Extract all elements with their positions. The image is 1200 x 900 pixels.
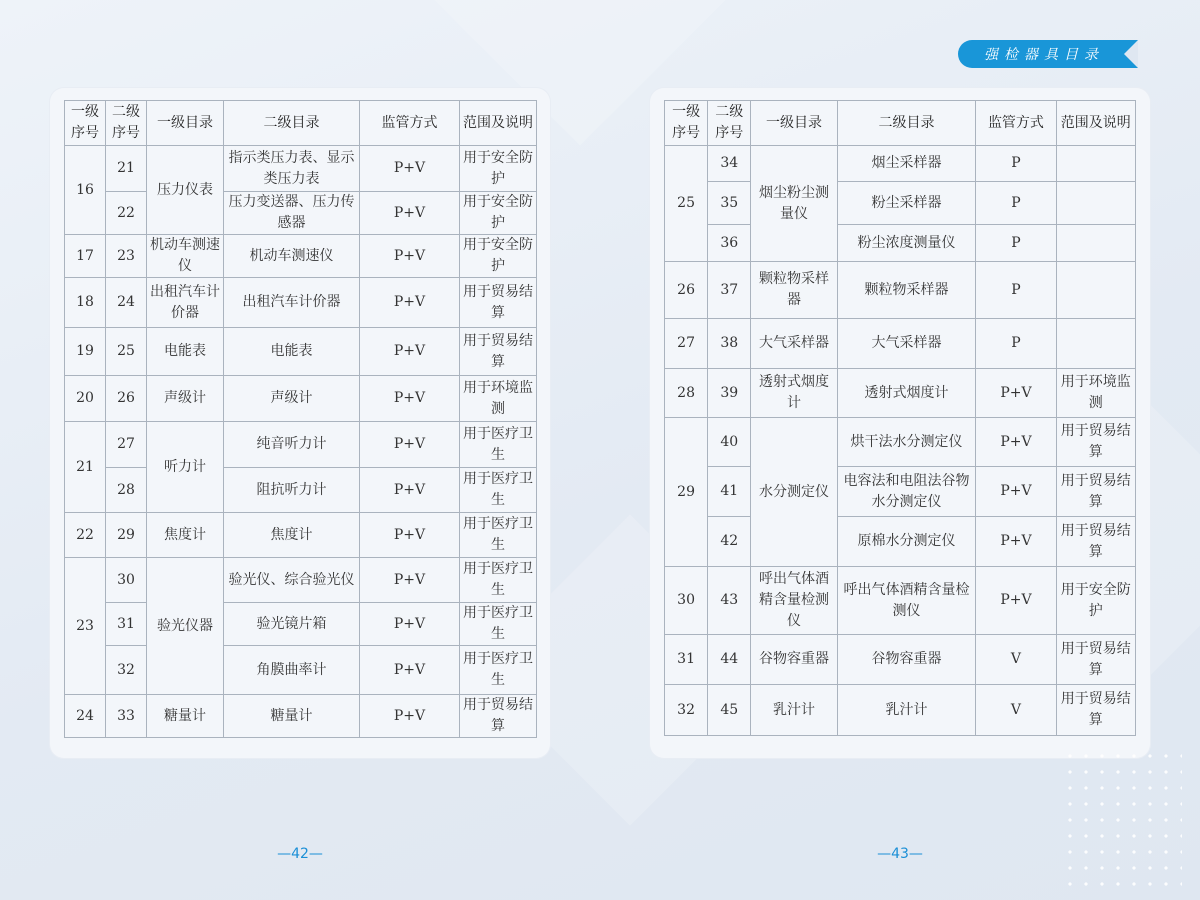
level1-catalog-cell: 烟尘粉尘测量仪 bbox=[751, 146, 837, 262]
level2-no-cell: 35 bbox=[708, 182, 751, 225]
level1-no-cell: 28 bbox=[665, 369, 708, 418]
supervision-mode-cell: P+V bbox=[360, 146, 460, 192]
level1-no-cell: 22 bbox=[65, 513, 106, 558]
header-scope: 范围及说明 bbox=[460, 101, 537, 146]
level2-catalog-cell: 原棉水分测定仪 bbox=[837, 517, 976, 567]
table-row bbox=[665, 517, 1136, 567]
header-level2-no: 二级序号 bbox=[708, 101, 751, 146]
level2-no-cell: 25 bbox=[106, 328, 147, 376]
level2-no-cell: 27 bbox=[106, 422, 147, 468]
level1-no-cell: 27 bbox=[665, 319, 708, 369]
level2-catalog-cell: 出租汽车计价器 bbox=[224, 278, 360, 328]
header-level2-catalog: 二级目录 bbox=[837, 101, 976, 146]
level2-catalog-cell: 电能表 bbox=[224, 328, 360, 376]
scope-cell: 用于医疗卫生 bbox=[460, 513, 537, 558]
level2-no-cell: 33 bbox=[106, 695, 147, 738]
table-row bbox=[665, 182, 1136, 225]
level2-catalog-cell: 呼出气体酒精含量检测仪 bbox=[837, 567, 976, 635]
table-row bbox=[665, 418, 1136, 467]
header-level1-no: 一级序号 bbox=[65, 101, 106, 146]
scope-cell bbox=[1056, 319, 1135, 369]
supervision-mode-cell: P+V bbox=[360, 328, 460, 376]
supervision-mode-cell: P+V bbox=[360, 192, 460, 235]
supervision-mode-cell: P+V bbox=[360, 278, 460, 328]
table-row bbox=[65, 603, 537, 646]
table-row bbox=[65, 513, 537, 558]
table-row bbox=[665, 319, 1136, 369]
level2-catalog-cell: 粉尘浓度测量仪 bbox=[837, 225, 976, 262]
level2-catalog-cell: 验光镜片箱 bbox=[224, 603, 360, 646]
supervision-mode-cell: P+V bbox=[976, 567, 1056, 635]
supervision-mode-cell: P+V bbox=[360, 376, 460, 422]
scope-cell: 用于安全防护 bbox=[460, 235, 537, 278]
level2-catalog-cell: 声级计 bbox=[224, 376, 360, 422]
table-row bbox=[65, 558, 537, 603]
scope-cell: 用于安全防护 bbox=[460, 146, 537, 192]
level2-catalog-cell: 机动车测速仪 bbox=[224, 235, 360, 278]
level2-no-cell: 24 bbox=[106, 278, 147, 328]
level1-no-cell: 18 bbox=[65, 278, 106, 328]
level1-catalog-cell: 颗粒物采样器 bbox=[751, 262, 837, 319]
level1-catalog-cell: 糖量计 bbox=[147, 695, 224, 738]
scope-cell: 用于医疗卫生 bbox=[460, 468, 537, 513]
supervision-mode-cell: P+V bbox=[360, 513, 460, 558]
level2-catalog-cell: 透射式烟度计 bbox=[837, 369, 976, 418]
scope-cell: 用于贸易结算 bbox=[1056, 517, 1135, 567]
level1-catalog-cell: 电能表 bbox=[147, 328, 224, 376]
level1-catalog-cell: 呼出气体酒精含量检测仪 bbox=[751, 567, 837, 635]
table-row bbox=[665, 146, 1136, 182]
supervision-mode-cell: P bbox=[976, 262, 1056, 319]
scope-cell: 用于贸易结算 bbox=[460, 695, 537, 738]
table-header-row bbox=[665, 101, 1136, 146]
level2-no-cell: 23 bbox=[106, 235, 147, 278]
level1-catalog-cell: 透射式烟度计 bbox=[751, 369, 837, 418]
page-number-right: —43— bbox=[877, 846, 923, 862]
supervision-mode-cell: P+V bbox=[360, 558, 460, 603]
level1-catalog-cell: 机动车测速仪 bbox=[147, 235, 224, 278]
scope-cell: 用于贸易结算 bbox=[460, 328, 537, 376]
table-row bbox=[65, 422, 537, 468]
scope-cell: 用于环境监测 bbox=[460, 376, 537, 422]
supervision-mode-cell: P bbox=[976, 146, 1056, 182]
level2-no-cell: 44 bbox=[708, 635, 751, 685]
scope-cell bbox=[1056, 262, 1135, 319]
level2-catalog-cell: 颗粒物采样器 bbox=[837, 262, 976, 319]
level2-no-cell: 37 bbox=[708, 262, 751, 319]
supervision-mode-cell: P bbox=[976, 182, 1056, 225]
table-row bbox=[65, 646, 537, 695]
table-row bbox=[665, 369, 1136, 418]
scope-cell: 用于贸易结算 bbox=[1056, 418, 1135, 467]
supervision-mode-cell: P+V bbox=[976, 517, 1056, 567]
scope-cell: 用于贸易结算 bbox=[1056, 685, 1135, 736]
table-row bbox=[665, 567, 1136, 635]
supervision-mode-cell: P+V bbox=[360, 646, 460, 695]
level1-catalog-cell: 谷物容重器 bbox=[751, 635, 837, 685]
level2-no-cell: 30 bbox=[106, 558, 147, 603]
table-row bbox=[665, 262, 1136, 319]
table-header-row bbox=[65, 101, 537, 146]
table-row bbox=[665, 635, 1136, 685]
supervision-mode-cell: P bbox=[976, 319, 1056, 369]
supervision-mode-cell: P+V bbox=[360, 422, 460, 468]
level2-no-cell: 40 bbox=[708, 418, 751, 467]
level1-no-cell: 26 bbox=[665, 262, 708, 319]
header-supervision-mode: 监管方式 bbox=[976, 101, 1056, 146]
supervision-mode-cell: V bbox=[976, 685, 1056, 736]
tag-notch-icon bbox=[1124, 40, 1138, 68]
level1-no-cell: 17 bbox=[65, 235, 106, 278]
level2-catalog-cell: 烘干法水分测定仪 bbox=[837, 418, 976, 467]
scope-cell: 用于安全防护 bbox=[1056, 567, 1135, 635]
scope-cell: 用于安全防护 bbox=[460, 192, 537, 235]
scope-cell bbox=[1056, 146, 1135, 182]
header-level1-catalog: 一级目录 bbox=[147, 101, 224, 146]
level1-catalog-cell: 出租汽车计价器 bbox=[147, 278, 224, 328]
scope-cell: 用于医疗卫生 bbox=[460, 603, 537, 646]
level2-no-cell: 42 bbox=[708, 517, 751, 567]
catalog-table-left bbox=[64, 100, 537, 738]
level1-no-cell: 16 bbox=[65, 146, 106, 235]
supervision-mode-cell: P+V bbox=[360, 695, 460, 738]
right-page-card bbox=[650, 88, 1150, 758]
table-row bbox=[65, 192, 537, 235]
level1-catalog-cell: 验光仪器 bbox=[147, 558, 224, 695]
scope-cell: 用于贸易结算 bbox=[460, 278, 537, 328]
level2-no-cell: 45 bbox=[708, 685, 751, 736]
level1-no-cell: 32 bbox=[665, 685, 708, 736]
level2-catalog-cell: 焦度计 bbox=[224, 513, 360, 558]
supervision-mode-cell: P+V bbox=[360, 235, 460, 278]
level2-no-cell: 31 bbox=[106, 603, 147, 646]
level2-no-cell: 32 bbox=[106, 646, 147, 695]
scope-cell: 用于医疗卫生 bbox=[460, 646, 537, 695]
level2-no-cell: 39 bbox=[708, 369, 751, 418]
level1-no-cell: 29 bbox=[665, 418, 708, 567]
header-level1-catalog: 一级目录 bbox=[751, 101, 837, 146]
table-row bbox=[665, 467, 1136, 517]
level1-catalog-cell: 水分测定仪 bbox=[751, 418, 837, 567]
scope-cell: 用于贸易结算 bbox=[1056, 635, 1135, 685]
level1-no-cell: 23 bbox=[65, 558, 106, 695]
level2-catalog-cell: 烟尘采样器 bbox=[837, 146, 976, 182]
table-row bbox=[65, 278, 537, 328]
level2-catalog-cell: 验光仪、综合验光仪 bbox=[224, 558, 360, 603]
section-header-tag bbox=[958, 40, 1138, 68]
level2-catalog-cell: 纯音听力计 bbox=[224, 422, 360, 468]
level2-no-cell: 26 bbox=[106, 376, 147, 422]
level2-catalog-cell: 糖量计 bbox=[224, 695, 360, 738]
table-row bbox=[65, 468, 537, 513]
supervision-mode-cell: P+V bbox=[976, 369, 1056, 418]
level2-no-cell: 29 bbox=[106, 513, 147, 558]
header-supervision-mode: 监管方式 bbox=[360, 101, 460, 146]
level2-catalog-cell: 乳汁计 bbox=[837, 685, 976, 736]
table-row bbox=[65, 695, 537, 738]
header-level2-catalog: 二级目录 bbox=[224, 101, 360, 146]
level2-no-cell: 41 bbox=[708, 467, 751, 517]
scope-cell bbox=[1056, 182, 1135, 225]
supervision-mode-cell: P+V bbox=[360, 468, 460, 513]
table-row bbox=[665, 225, 1136, 262]
table-row bbox=[65, 146, 537, 192]
level1-catalog-cell: 焦度计 bbox=[147, 513, 224, 558]
table-row bbox=[665, 685, 1136, 736]
header-level1-no: 一级序号 bbox=[665, 101, 708, 146]
level1-no-cell: 31 bbox=[665, 635, 708, 685]
level2-catalog-cell: 指示类压力表、显示类压力表 bbox=[224, 146, 360, 192]
level1-no-cell: 19 bbox=[65, 328, 106, 376]
level2-catalog-cell: 压力变送器、压力传感器 bbox=[224, 192, 360, 235]
level2-no-cell: 21 bbox=[106, 146, 147, 192]
left-page-card bbox=[50, 88, 550, 758]
supervision-mode-cell: P+V bbox=[360, 603, 460, 646]
level1-catalog-cell: 声级计 bbox=[147, 376, 224, 422]
page-number-left: —42— bbox=[277, 846, 323, 862]
level2-no-cell: 34 bbox=[708, 146, 751, 182]
level2-catalog-cell: 大气采样器 bbox=[837, 319, 976, 369]
level2-no-cell: 38 bbox=[708, 319, 751, 369]
section-header-text: 强检器具目录 bbox=[984, 47, 1104, 63]
supervision-mode-cell: V bbox=[976, 635, 1056, 685]
catalog-table-right bbox=[664, 100, 1136, 736]
scope-cell: 用于环境监测 bbox=[1056, 369, 1135, 418]
level1-catalog-cell: 大气采样器 bbox=[751, 319, 837, 369]
level2-no-cell: 28 bbox=[106, 468, 147, 513]
scope-cell bbox=[1056, 225, 1135, 262]
level1-catalog-cell: 压力仪表 bbox=[147, 146, 224, 235]
scope-cell: 用于医疗卫生 bbox=[460, 558, 537, 603]
level1-no-cell: 21 bbox=[65, 422, 106, 513]
supervision-mode-cell: P+V bbox=[976, 467, 1056, 517]
level1-no-cell: 20 bbox=[65, 376, 106, 422]
decorative-dot-grid bbox=[1062, 748, 1182, 888]
level1-no-cell: 25 bbox=[665, 146, 708, 262]
table-row bbox=[65, 328, 537, 376]
level1-no-cell: 30 bbox=[665, 567, 708, 635]
level1-no-cell: 24 bbox=[65, 695, 106, 738]
level2-catalog-cell: 粉尘采样器 bbox=[837, 182, 976, 225]
level1-catalog-cell: 乳汁计 bbox=[751, 685, 837, 736]
level2-no-cell: 36 bbox=[708, 225, 751, 262]
supervision-mode-cell: P bbox=[976, 225, 1056, 262]
table-row bbox=[65, 376, 537, 422]
scope-cell: 用于医疗卫生 bbox=[460, 422, 537, 468]
level2-no-cell: 43 bbox=[708, 567, 751, 635]
level2-catalog-cell: 阻抗听力计 bbox=[224, 468, 360, 513]
level2-no-cell: 22 bbox=[106, 192, 147, 235]
table-row bbox=[65, 235, 537, 278]
header-level2-no: 二级序号 bbox=[106, 101, 147, 146]
header-scope: 范围及说明 bbox=[1056, 101, 1135, 146]
scope-cell: 用于贸易结算 bbox=[1056, 467, 1135, 517]
level1-catalog-cell: 听力计 bbox=[147, 422, 224, 513]
supervision-mode-cell: P+V bbox=[976, 418, 1056, 467]
level2-catalog-cell: 谷物容重器 bbox=[837, 635, 976, 685]
level2-catalog-cell: 电容法和电阻法谷物水分测定仪 bbox=[837, 467, 976, 517]
level2-catalog-cell: 角膜曲率计 bbox=[224, 646, 360, 695]
